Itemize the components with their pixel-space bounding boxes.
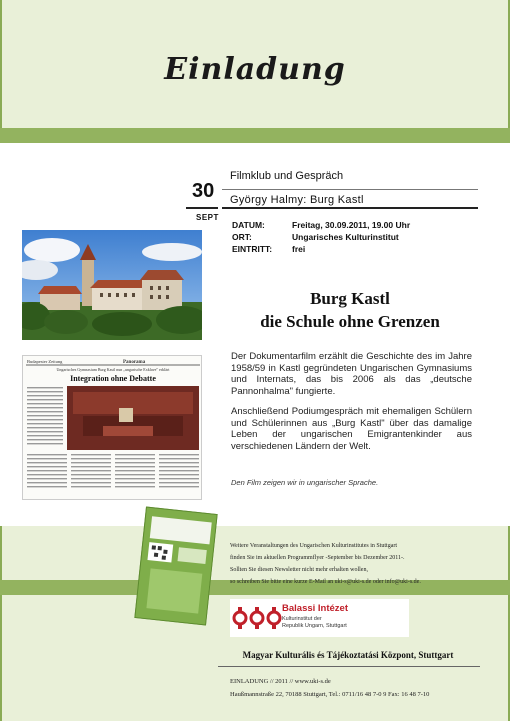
newspaper-masthead-left: Budapester Zeitung xyxy=(27,359,63,364)
header-divider-band xyxy=(0,128,510,143)
detail-row-place xyxy=(232,231,410,243)
article-paragraph-1: Der Dokumentarfilm erzählt die Geschichte des im Jahre 1958/59 in Kastl gegründeten Ungarischen Gymnasiums und Internats, das bis 2006 als das „deutsche Pannonhalma" fungierte. xyxy=(231,351,472,397)
logo-institute-subtitle xyxy=(282,616,347,630)
detail-value: Ungarisches Kulturinstitut xyxy=(292,232,399,242)
article-paragraph-2: Anschließend Podiumgespräch mit ehemaligen Schülern und Schülerinnen aus „Burg Kastl" über das damalige Leben der ungarischen Emigrantenkinder aus verschiedenen Ländern der Welt. xyxy=(231,406,472,452)
detail-value: Freitag, 30.09.2011, 19.00 Uhr xyxy=(292,220,411,230)
newspaper-masthead-right: Panorama xyxy=(123,360,146,365)
article-heading-line1: Burg Kastl xyxy=(310,289,390,308)
footer-info-line: Sollten Sie diesen Newsletter nicht mehr erhalten wollen, xyxy=(230,567,368,573)
footer-info-line: so schreiben Sie bitte eine kurze E-Mail an uki-s@uki-s.de oder info@uki-s.de. xyxy=(230,579,421,585)
logo-institute-name: Balassi Intézet xyxy=(282,603,348,614)
newspaper-clipping xyxy=(22,355,202,500)
balassi-logo-mark-icon xyxy=(232,603,284,633)
footer-info-line: finden Sie im aktuellen Programmflyer -September bis Dezember 2011-. xyxy=(230,555,405,561)
newspaper-headline: Integration ohne Debatte xyxy=(70,374,156,383)
detail-label: ORT: xyxy=(232,232,252,242)
article-language-note: Den Film zeigen wir in ungarischer Sprache. xyxy=(231,478,379,487)
detail-row-entry xyxy=(232,243,410,255)
footer-info-text xyxy=(230,540,421,588)
event-rule-top xyxy=(222,189,478,190)
event-date-month: SEPT xyxy=(196,213,219,222)
footer-rule xyxy=(218,666,480,667)
detail-row-date xyxy=(232,219,410,231)
event-details xyxy=(232,219,410,255)
program-flyer-image xyxy=(134,507,217,626)
address-line: EINLADUNG // 2011 // www.uki-s.de xyxy=(230,678,331,685)
castle-photo xyxy=(22,230,202,340)
event-type: Filmklub und Gespräch xyxy=(230,170,344,182)
footer-info-line: Weitere Veranstaltungen des Ungarischen Kulturinstitutes in Stuttgart xyxy=(230,543,398,549)
detail-label: DATUM: xyxy=(232,220,265,230)
logo-sub-line: Republik Ungarn, Stuttgart xyxy=(282,623,347,629)
newspaper-kicker: Ungarisches Gymnasium Burg Kastl nun „ungarische Exklave" erklärt xyxy=(56,367,170,372)
header-panel xyxy=(0,0,510,128)
event-title: György Halmy: Burg Kastl xyxy=(230,194,364,206)
hungarian-center-name: Magyar Kulturális és Tájékoztatási Központ, Stuttgart xyxy=(242,650,454,660)
footer-address xyxy=(230,675,429,701)
article-heading-line2: die Schule ohne Grenzen xyxy=(260,312,440,331)
logo-sub-line: Kulturinstitut der xyxy=(282,616,322,622)
page-title: Einladung xyxy=(164,52,346,87)
address-line: Haußmannstraße 22, 70188 Stuttgart, Tel.: 0711/16 48 7-0 9 Fax: 16 48 7-10 xyxy=(230,691,430,698)
date-divider xyxy=(186,207,218,209)
event-date-day: 30 xyxy=(192,180,215,202)
detail-value: frei xyxy=(292,244,306,254)
event-rule-bottom xyxy=(222,207,478,209)
detail-label: EINTRITT: xyxy=(232,244,273,254)
